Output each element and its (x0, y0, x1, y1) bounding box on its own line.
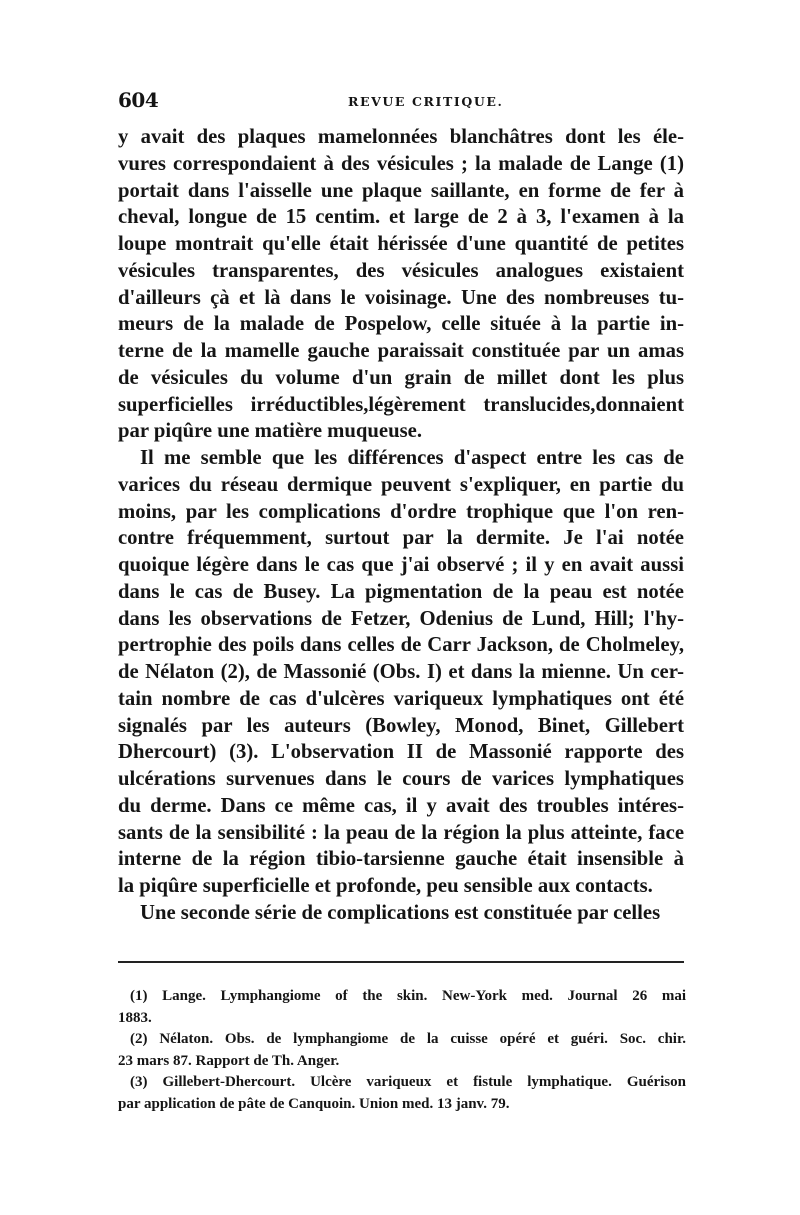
text-line: moins, par les complications d'ordre trophique que l'on ren- (118, 500, 684, 523)
main-text (118, 124, 684, 927)
footnote-line: 23 mars 87. Rapport de Th. Anger. (118, 1052, 340, 1069)
text-line: pertrophie des poils dans celles de Carr Jackson, de Cholmeley, (118, 634, 684, 657)
text-line: contre fréquemment, surtout par la dermite. Je l'ai notée (118, 527, 684, 550)
text-line: Il me semble que les différences d'aspect entre les cas de (140, 447, 684, 469)
text-line: dans les observations de Fetzer, Odenius de Lund, Hill; l'hy- (118, 607, 684, 630)
text-line: loupe montrait qu'elle était hérissée d'une quantité de petites (118, 233, 684, 255)
text-line: ulcérations survenues dans le cours de varices lymphatiques (118, 768, 684, 790)
text-line: superficielles irréductibles,légèrement translucides,donnaient (118, 393, 684, 416)
text-line: Dhercourt) (3). L'observation II de Massonié rapporte des (118, 741, 684, 764)
text-line: vures correspondaient à des vésicules ; la malade de Lange (1) (118, 152, 684, 175)
footnote-line: (2) Nélaton. Obs. de lymphangiome de la cuisse opéré et guéri. Soc. chir. (130, 1031, 686, 1048)
page-number: 604 (118, 88, 159, 112)
text-line: terne de la mamelle gauche paraissait constituée par un amas (118, 340, 684, 362)
text-line: portait dans l'aisselle une plaque saillante, en forme de fer à (118, 179, 684, 202)
text-line: quoique légère dans le cas que j'ai observé ; il y en avait aussi (118, 554, 684, 576)
text-line: Une seconde série de complications est constituée par celles (140, 901, 661, 924)
text-line: meurs de la malade de Pospelow, celle située à la partie in- (118, 313, 684, 336)
text-line: du derme. Dans ce même cas, il y avait des troubles intéres- (118, 794, 684, 817)
text-line: d'ailleurs çà et là dans le voisinage. Une des nombreuses tu- (118, 286, 684, 309)
text-line: tain nombre de cas d'ulcères variqueux lymphatiques ont été (118, 687, 684, 710)
text-line: de Nélaton (2), de Massonié (Obs. I) et dans la mienne. Un cer- (118, 661, 684, 683)
text-line: signalés par les auteurs (Bowley, Monod, Binet, Gillebert (118, 714, 684, 737)
footnote-line: (3) Gillebert-Dhercourt. Ulcère variqueux et fistule lymphatique. Guérison (130, 1074, 686, 1091)
text-line: varices du réseau dermique peuvent s'expliquer, en partie du (118, 473, 684, 496)
footnote-line: (1) Lange. Lymphangiome of the skin. New-York med. Journal 26 mai (130, 988, 686, 1004)
text-line: interne de la région tibio-tarsienne gauche était insensible à (118, 848, 684, 871)
footnote-line: 1883. (118, 1009, 152, 1026)
footnotes (118, 986, 686, 1116)
footnote-line: par application de pâte de Canquoin. Union med. 13 janv. 79. (118, 1095, 510, 1112)
text-line: de vésicules du volume d'un grain de millet dont les plus (118, 366, 684, 389)
text-line: cheval, longue de 15 centim. et large de 2 à 3, l'examen à la (118, 206, 684, 229)
page-header (118, 88, 684, 118)
footnote-separator (118, 961, 684, 963)
text-line: sants de la sensibilité : la peau de la région la plus atteinte, face (118, 821, 684, 844)
text-line: vésicules transparentes, des vésicules analogues existaient (118, 259, 684, 282)
text-line: par piqûre une matière muqueuse. (118, 420, 423, 443)
running-head: REVUE CRITIQUE. (348, 94, 504, 109)
text-line: y avait des plaques mamelonnées blanchâtres dont les éle- (118, 126, 684, 148)
text-line: dans le cas de Busey. La pigmentation de la peau est notée (118, 580, 684, 603)
text-line: la piqûre superficielle et profonde, peu sensible aux contacts. (118, 875, 653, 897)
